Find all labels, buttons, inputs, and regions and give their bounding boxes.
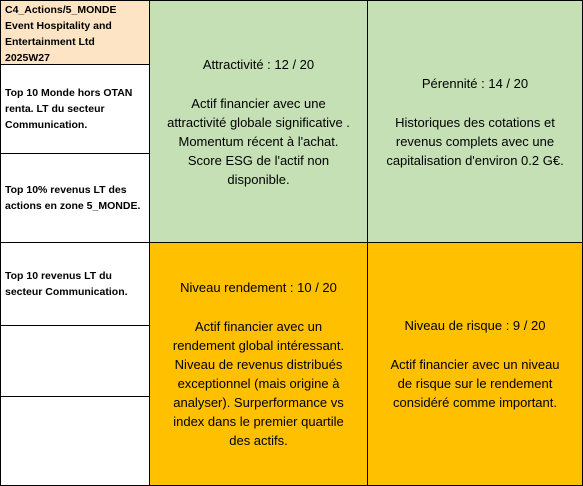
asset-name-line1: Event Hospitality and (5, 20, 112, 32)
attractivite-description: Actif financier avec une attractivité globale significative . Momentum récent à l'achat. Score ESG de l'actif non disponible. (167, 95, 350, 187)
ranking-cell-2 (0, 153, 150, 243)
attractivite-title: Attractivité : 12 / 20 (202, 56, 315, 72)
ranking-text-2: Top 10% revenus LT des actions en zone 5_MONDE. (5, 184, 141, 212)
risque-title: Niveau de risque : 9 / 20 (404, 318, 546, 333)
perennite-cell (367, 0, 583, 243)
perennite-description: Historiques des cotations et revenus complets avec une capitalisation d'environ 0.2 G€. (386, 114, 564, 168)
ranking-cell-3 (0, 242, 150, 326)
asset-name-line2: Entertainment Ltd (5, 36, 95, 48)
rendement-description: Actif financier avec un rendement global intéressant. Niveau de revenus distribués exceptionnel (mais origine à analyser). Surperformance vs index dans le premier quartile des actifs. (172, 319, 345, 448)
asset-week: 2025W27 (5, 52, 50, 64)
ranking-text-3: Top 10 revenus LT du secteur Communication. (5, 270, 128, 298)
risque-description: Actif financier avec un niveau de risque sur le rendement considéré comme important. (390, 357, 560, 410)
asset-category: C4_Actions/5_MONDE (5, 4, 117, 16)
rendement-cell (149, 242, 368, 486)
asset-header-cell (0, 0, 150, 65)
ranking-cell-5 (0, 396, 150, 486)
rendement-title: Niveau rendement : 10 / 20 (180, 280, 337, 295)
perennite-title: Pérennité : 14 / 20 (421, 75, 529, 91)
risque-cell (367, 242, 583, 486)
ranking-cell-1 (0, 64, 150, 154)
ranking-text-1: Top 10 Monde hors OTAN renta. LT du secteur Communication. (5, 87, 133, 131)
ranking-cell-4 (0, 325, 150, 397)
attractivite-cell (149, 0, 368, 243)
